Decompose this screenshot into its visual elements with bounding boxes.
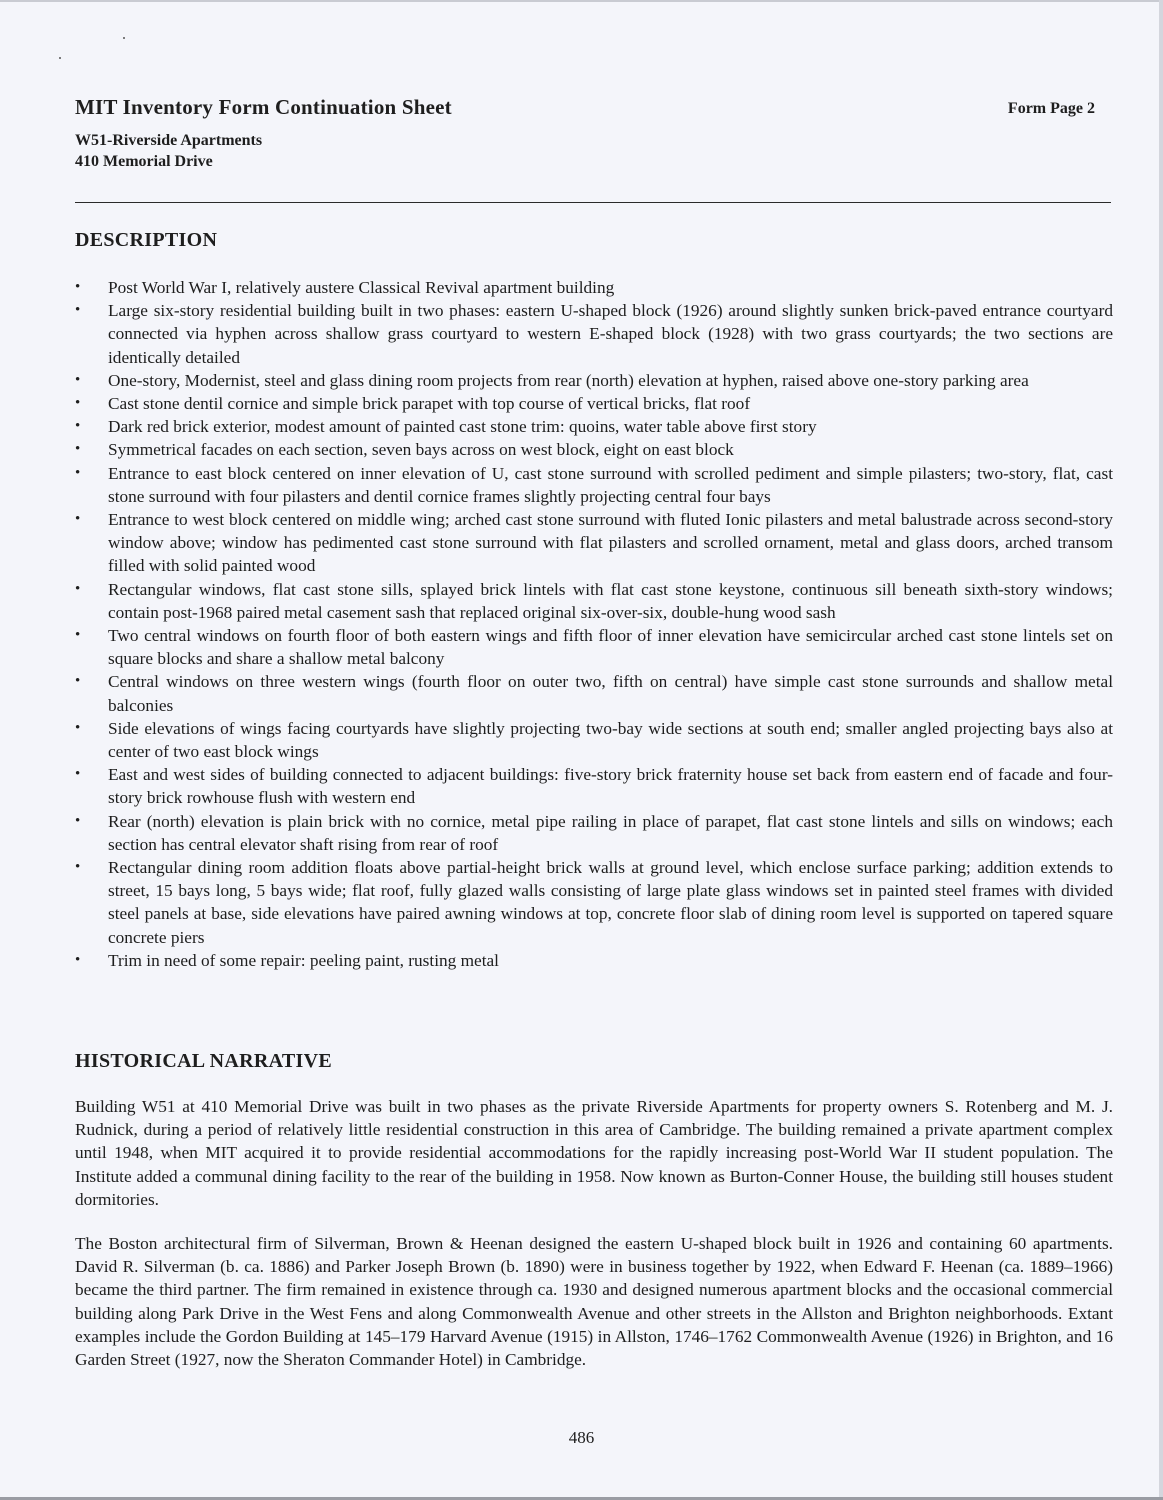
description-item: • Rectangular windows, flat cast stone sills, splayed brick lintels with flat cast stone keystone, continuous sill beneath sixth-story windows; contain post-1968 paired metal casement sash that replaced original six-over-six, double-hung wood sash [75, 578, 1113, 624]
historical-narrative-heading: HISTORICAL NARRATIVE [75, 1050, 332, 1072]
scan-speck [59, 57, 61, 59]
description-item: • Entrance to east block centered on inner elevation of U, cast stone surround with scrolled pediment and simple pilasters; two-story, flat, cast stone surround with four pilasters and dentil cornice frames slightly projecting central four bays [75, 462, 1113, 508]
description-item: • Rear (north) elevation is plain brick with no cornice, metal pipe railing in place of parapet, flat cast stone lintels and sills on windows; each section has central elevator shaft rising from rear of roof [75, 810, 1113, 856]
history-paragraph: Building W51 at 410 Memorial Drive was built in two phases as the private Riverside Apartments for property owners S. Rotenberg and M. J. Rudnick, during a period of relatively little residential construction in this area of Cambridge. The building remained a private apartment complex until 1948, when MIT acquired it to provide residential accommodations for the rapidly increasing post-World War II student population. The Institute added a communal dining facility to the rear of the building in 1958. Now known as Burton-Conner House, the building still houses student dormitories. [75, 1097, 1113, 1209]
description-item: • Entrance to west block centered on middle wing; arched cast stone surround with fluted Ionic pilasters and metal balustrade across second-story window above; window has pedimented cast stone surround with flat pilasters and scrolled ornament, metal and glass doors, arched transom filled with solid painted wood [75, 508, 1113, 578]
form-header [75, 95, 1095, 172]
description-item: • Dark red brick exterior, modest amount of painted cast stone trim: quoins, water table above first story [75, 415, 1113, 438]
building-name: W51-Riverside Apartments [75, 132, 263, 149]
form-page-label: Form Page 2 [1007, 100, 1095, 117]
description-list [75, 276, 1113, 972]
description-item: • East and west sides of building connected to adjacent buildings: five-story brick fraternity house set back from eastern end of facade and four-story brick rowhouse flush with western end [75, 763, 1113, 809]
scan-edge-right [1159, 0, 1163, 1500]
description-item: • One-story, Modernist, steel and glass dining room projects from rear (north) elevation at hyphen, raised above one-story parking area [75, 369, 1113, 392]
scan-speck [123, 37, 125, 39]
description-item: • Large six-story residential building built in two phases: eastern U-shaped block (1926) around slightly sunken brick-paved entrance courtyard connected via hyphen across shallow grass courtyard to western E-shaped block (1928) with two grass courtyards; the two sections are identically detailed [75, 299, 1113, 369]
header-divider [75, 202, 1111, 203]
description-item: • Cast stone dentil cornice and simple brick parapet with top course of vertical bricks, flat roof [75, 392, 1113, 415]
description-item: • Two central windows on fourth floor of both eastern wings and fifth floor of inner elevation have semicircular arched cast stone lintels set on square blocks and share a shallow metal balcony [75, 624, 1113, 670]
description-item: • Central windows on three western wings (fourth floor on outer two, fifth on central) have simple cast stone surrounds and shallow metal balconies [75, 670, 1113, 716]
description-item: • Rectangular dining room addition floats above partial-height brick walls at ground level, which enclose surface parking; addition extends to street, 15 bays long, 5 bays wide; flat roof, fully glazed walls consisting of large plate glass windows set in painted steel frames with divided steel panels at base, side elevations have paired awning windows at top, concrete floor slab of dining room level is supported on tapered square concrete piers [75, 856, 1113, 949]
scan-edge-top [0, 0, 1163, 2]
description-item: • Symmetrical facades on each section, seven bays across on west block, eight on east block [75, 438, 1113, 461]
history-paragraph: The Boston architectural firm of Silverman, Brown & Heenan designed the eastern U-shaped block built in 1926 and containing 60 apartments. David R. Silverman (b. ca. 1886) and Parker Joseph Brown (b. 1890) were in business together by 1922, when Edward F. Heenan (ca. 1889–1966) became the third partner. The firm remained in existence through ca. 1930 and designed numerous apartment blocks and the occasional commercial building along Park Drive in the West Fens and along Commonwealth Avenue and other streets in the Allston and Brighton neighborhoods. Extant examples include the Gordon Building at 145–179 Harvard Avenue (1915) in Allston, 1746–1762 Commonwealth Avenue (1926) in Brighton, and 16 Garden Street (1927, now the Sheraton Commander Hotel) in Cambridge. [75, 1234, 1113, 1370]
description-item: • Post World War I, relatively austere Classical Revival apartment building [75, 276, 1113, 299]
building-address: 410 Memorial Drive [75, 153, 213, 170]
form-title: MIT Inventory Form Continuation Sheet [75, 95, 452, 119]
description-heading: DESCRIPTION [75, 229, 218, 251]
page-number: 486 [568, 1428, 595, 1447]
description-item: • Side elevations of wings facing courtyards have slightly projecting two-bay wide sections at south end; smaller angled projecting bays also at center of two east block wings [75, 717, 1113, 763]
description-item: • Trim in need of some repair: peeling paint, rusting metal [75, 949, 1113, 972]
